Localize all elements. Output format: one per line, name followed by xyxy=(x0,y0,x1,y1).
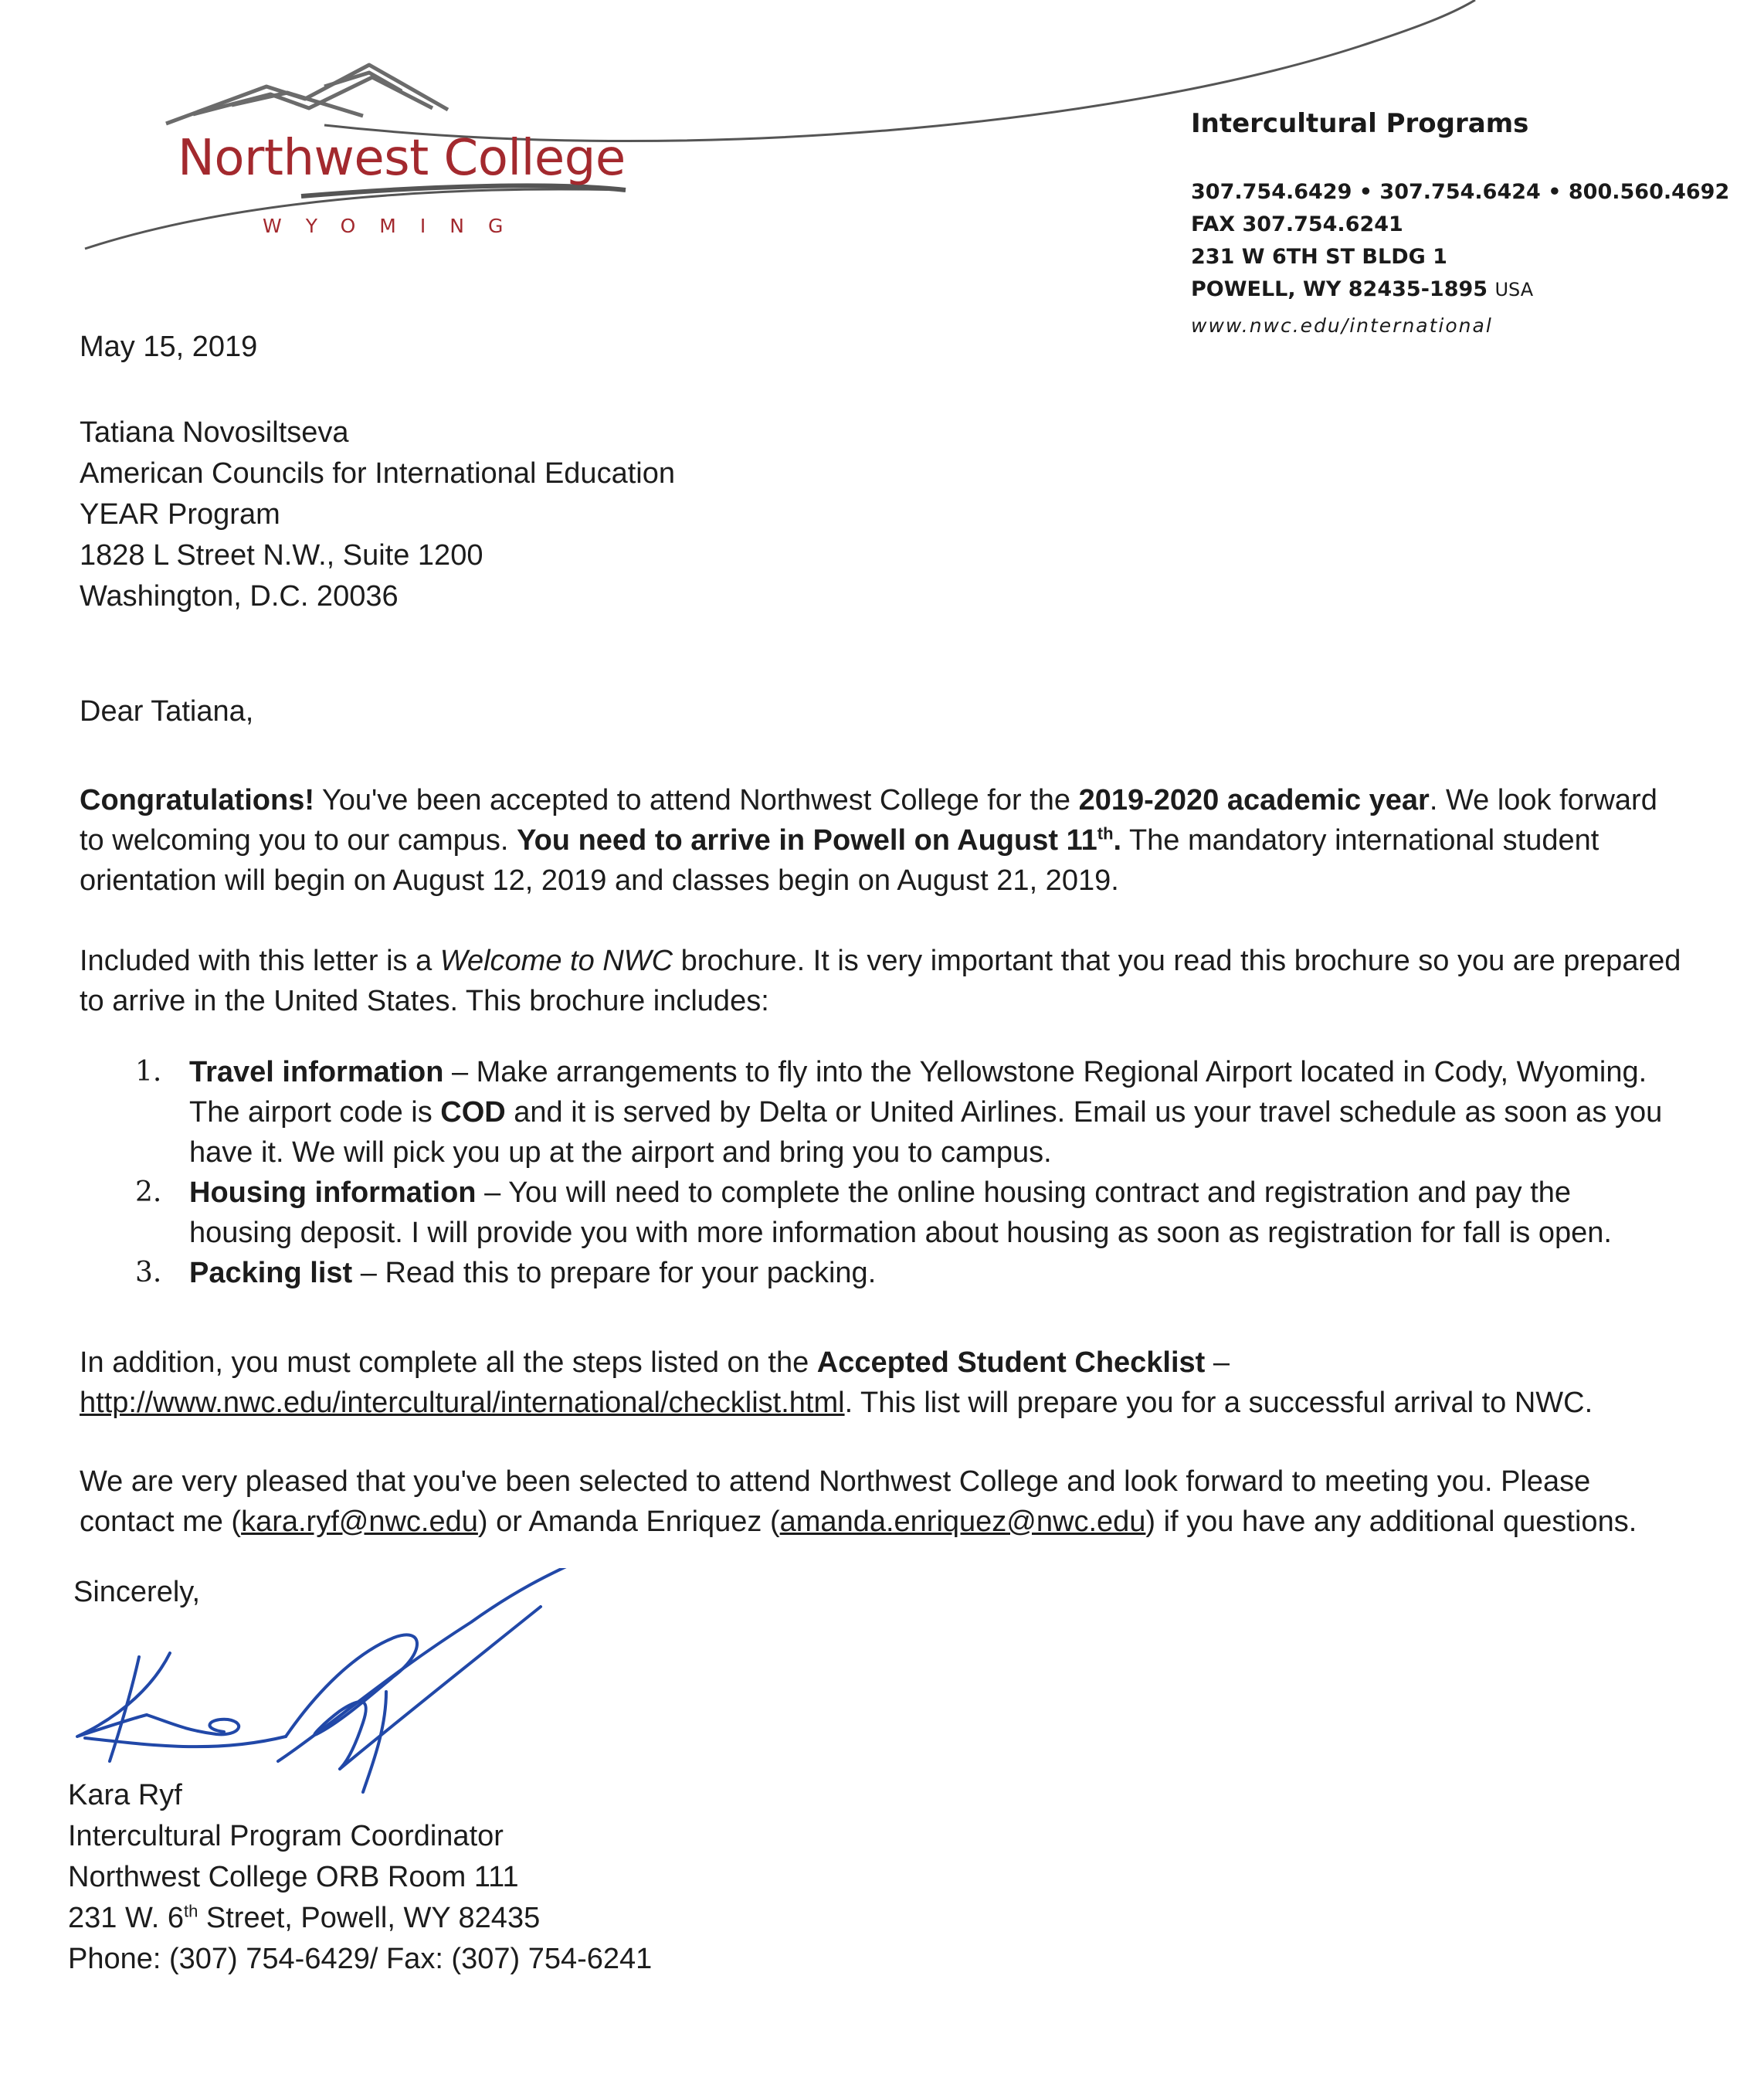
recipient-address xyxy=(80,412,675,617)
list-item-title: Housing information xyxy=(189,1176,477,1209)
paragraph-text: brochure. It is very important that you read this brochure so you are prepared to arrive in the United States. This brochure includes: xyxy=(80,945,1681,1017)
phone-numbers: 307.754.6429 • 307.754.6424 • 800.560.4692 xyxy=(1191,180,1730,204)
sender-name: Kara Ryf xyxy=(68,1779,182,1811)
paragraph-text: The mandatory international student orientation will begin on August 12, 2019 and classes begin on August 21, 2019. xyxy=(80,824,1599,897)
arrival-requirement xyxy=(517,824,1121,857)
paragraph-text: – xyxy=(1205,1346,1230,1379)
list-item xyxy=(135,1173,1680,1253)
letterhead-contact xyxy=(1191,176,1729,306)
email-link-amanda[interactable]: amanda.enriquez@nwc.edu xyxy=(779,1506,1146,1538)
paragraph-brochure xyxy=(80,941,1686,1021)
salutation: Dear Tatiana, xyxy=(80,695,254,728)
list-number: 1. xyxy=(135,1056,162,1088)
sender-address-sup: th xyxy=(183,1901,198,1921)
college-logo-name: Northwest College xyxy=(178,130,626,187)
paragraph-text: ) or Amanda Enriquez ( xyxy=(477,1506,780,1538)
paragraph-text: We are very pleased that you've been selected to attend Northwest College and look forward to meeting you. Please contact me ( xyxy=(80,1465,1591,1538)
mountain-logo-icon xyxy=(166,65,448,124)
list-item-title: Travel information xyxy=(189,1056,444,1088)
list-item-text: – Make arrangements to fly into the Yellowstone Regional Airport located in Cody, Wyoming. The airport code is xyxy=(189,1056,1647,1129)
recipient-organization: American Councils for International Education xyxy=(80,457,675,490)
airport-code: COD xyxy=(440,1096,506,1129)
recipient-street: 1828 L Street N.W., Suite 1200 xyxy=(80,539,483,572)
closing: Sincerely, xyxy=(73,1576,201,1608)
sender-address-street: 231 W. 6 xyxy=(68,1902,184,1934)
list-item-text: and it is served by Delta or United Airlines. Email us your travel schedule as soon as you have it. We will pick you up at the airport and bring you to campus. xyxy=(189,1096,1663,1169)
arrival-end: . xyxy=(1113,824,1122,857)
arrival-sup: th xyxy=(1097,823,1114,844)
website-address: www.nwc.edu/international xyxy=(1191,314,1493,337)
recipient-name: Tatiana Novosiltseva xyxy=(80,416,349,449)
recipient-program: YEAR Program xyxy=(80,498,280,531)
fax-number: FAX 307.754.6241 xyxy=(1191,212,1403,236)
sender-address-city: Street, Powell, WY 82435 xyxy=(198,1902,541,1934)
department-title: Intercultural Programs xyxy=(1191,108,1529,139)
address-line-2 xyxy=(1191,273,1729,306)
paragraph-text: . This list will prepare you for a successful arrival to NWC. xyxy=(844,1387,1593,1419)
paragraph-checklist xyxy=(80,1343,1686,1423)
address-city: POWELL, WY 82435-1895 xyxy=(1191,277,1488,301)
email-link-kara[interactable]: kara.ryf@nwc.edu xyxy=(241,1506,478,1538)
paragraph-text: In addition, you must complete all the steps listed on the xyxy=(80,1346,817,1379)
list-item-title: Packing list xyxy=(189,1257,353,1289)
congratulations-text: Congratulations! xyxy=(80,784,314,816)
arrival-text: You need to arrive in Powell on August 11 xyxy=(517,824,1097,857)
list-item-text: – You will need to complete the online housing contract and registration and pay the housing deposit. I will provide you with more information about housing as soon as registration for fall is open. xyxy=(189,1176,1612,1249)
college-logo-state: WYOMING xyxy=(263,215,528,237)
list-number: 2. xyxy=(135,1176,162,1208)
address-line-1: 231 W 6TH ST BLDG 1 xyxy=(1191,245,1447,269)
paragraph-text: . We look forward to welcoming you to our campus. xyxy=(80,784,1657,857)
paragraph-text: ) if you have any additional questions. xyxy=(1145,1506,1637,1538)
address-country: USA xyxy=(1494,279,1534,300)
paragraph-text: Included with this letter is a xyxy=(80,945,440,977)
list-item xyxy=(135,1052,1680,1173)
sender-title: Intercultural Program Coordinator xyxy=(68,1820,504,1852)
brochure-title: Welcome to NWC xyxy=(439,945,673,977)
sender-phone: Phone: (307) 754-6429/ Fax: (307) 754-6241 xyxy=(68,1943,653,1975)
checklist-link[interactable]: http://www.nwc.edu/intercultural/international/checklist.html xyxy=(80,1387,845,1419)
sender-block xyxy=(68,1775,652,1980)
signature-icon xyxy=(62,1568,602,1800)
brochure-contents-list xyxy=(135,1052,1680,1293)
paragraph-contact xyxy=(80,1461,1686,1542)
checklist-title: Accepted Student Checklist xyxy=(816,1346,1206,1379)
letter-date: May 15, 2019 xyxy=(80,331,258,363)
list-number: 3. xyxy=(135,1257,162,1288)
list-item xyxy=(135,1253,1680,1293)
paragraph-text: You've been accepted to attend Northwest College for the xyxy=(314,784,1079,816)
paragraph-acceptance xyxy=(80,780,1686,901)
sender-office: Northwest College ORB Room 111 xyxy=(68,1861,519,1893)
recipient-city: Washington, D.C. 20036 xyxy=(80,580,399,613)
list-item-text: – Read this to prepare for your packing. xyxy=(352,1257,877,1289)
sender-address xyxy=(68,1898,652,1939)
academic-year: 2019-2020 academic year xyxy=(1078,784,1430,816)
